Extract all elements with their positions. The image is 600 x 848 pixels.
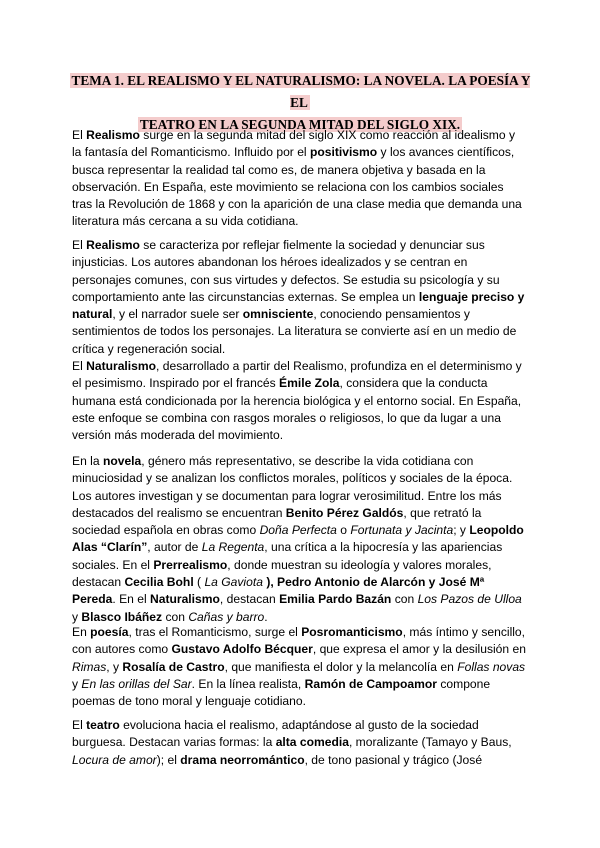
text-line (72, 323, 532, 340)
bold-term: Realismo (86, 238, 140, 252)
text-run: y los avances científicos, (377, 145, 515, 160)
bold-term: Benito Pérez Galdós (285, 505, 404, 520)
text-line (72, 641, 532, 658)
bold-term: Ramón de Campoamor (304, 676, 437, 691)
text-line (72, 539, 532, 556)
text-line (72, 693, 532, 710)
text-run: compone (437, 676, 491, 691)
text-run: En la (72, 454, 103, 468)
text-line (72, 375, 532, 392)
bold-term: novela (102, 454, 142, 468)
text-run: El (72, 238, 87, 252)
text-run: literatura más cercana a su vida cotidiana. (72, 214, 299, 229)
text-run: . En la línea realista, (191, 676, 305, 691)
text-run: , moralizante (Tamayo y Baus, (348, 735, 512, 750)
paragraph-novela (72, 453, 532, 626)
text-run: ); el (156, 752, 181, 767)
text-line (72, 179, 532, 196)
bold-term: natural (72, 307, 113, 322)
italic-title: Follas novas (457, 659, 526, 674)
text-run: burguesa. Destacan varias formas: la (72, 735, 276, 750)
text-run: , que expresa el amor y la desilusión en (312, 642, 526, 657)
text-line (72, 488, 532, 505)
bold-term: Blasco Ibáñez (81, 609, 163, 624)
text-run: , que retrató la (403, 505, 482, 520)
text-line (72, 289, 532, 306)
text-run: busca representar la realidad tal como es, de manera objetiva y basada en la (72, 162, 486, 177)
text-run: y (72, 676, 82, 691)
bold-term: Alas “Clarín” (72, 540, 148, 555)
text-run: ( (193, 575, 205, 590)
text-line (72, 306, 532, 323)
text-line (72, 341, 532, 358)
italic-title: Locura de amor (72, 752, 157, 767)
bold-term: Émile Zola (279, 376, 340, 391)
text-line (72, 144, 532, 161)
italic-title: En las orillas del Sar (81, 676, 192, 691)
text-line (72, 213, 532, 230)
text-run: , desarrollado a partir del Realismo, profundiza en el determinismo y (156, 359, 522, 373)
text-line (72, 196, 532, 213)
bold-term: Leopoldo (469, 523, 524, 538)
text-run: con (391, 592, 418, 607)
paragraph-naturalismo (72, 358, 532, 444)
bold-term: drama neorromántico (180, 752, 305, 767)
italic-title: Doña Perfecta (259, 523, 337, 538)
text-run: evoluciona hacia el realismo, adaptándose al gusto de la sociedad (119, 718, 479, 732)
italic-title: La Regenta (201, 540, 265, 555)
text-run: sociedad española en obras como (72, 523, 260, 538)
text-run: surge en la segunda mitad del siglo XIX como reacción al idealismo y (139, 128, 516, 142)
text-run: , más íntimo y sencillo, (402, 625, 526, 639)
text-run: , autor de (147, 540, 202, 555)
text-run: poemas de tono moral y lenguaje cotidiano. (72, 694, 306, 709)
bold-term: Realismo (86, 128, 140, 142)
text-run: y (72, 609, 82, 624)
text-run: El (72, 128, 87, 142)
text-line (72, 734, 532, 751)
text-line (72, 237, 532, 254)
text-run: o (336, 523, 351, 538)
paragraph-poesia (72, 624, 532, 710)
paragraph-realismo-origen (72, 127, 532, 231)
text-run: crítica y regeneración social. (72, 341, 226, 356)
text-run: sociales. En el (72, 557, 154, 572)
text-run: sentimientos de todos los personajes. La literatura se convierte así en un medio de (72, 324, 517, 339)
text-line (72, 358, 532, 375)
text-line (72, 393, 532, 410)
text-line (72, 591, 532, 608)
text-run: con autores como (72, 642, 172, 657)
text-line (72, 470, 532, 487)
text-run: se caracteriza por reflejar fielmente la sociedad y denunciar sus (139, 238, 485, 252)
text-run: la fantasía del Romanticismo. Influido por el (72, 145, 310, 160)
text-run: . (264, 609, 268, 624)
text-run: , y el narrador suele ser (112, 307, 243, 322)
text-run: , destacan (219, 592, 280, 607)
text-run: ; y (453, 523, 470, 538)
text-run: , conociendo pensamientos y (313, 307, 470, 322)
paragraph-teatro (72, 717, 532, 769)
text-line (72, 127, 532, 144)
text-line (72, 752, 532, 769)
bold-term: ), Pedro Antonio de Alarcón y José Mª (266, 575, 485, 590)
bold-term: Prerrealismo (153, 557, 228, 572)
title-line-2: TEATRO EN LA SEGUNDA MITAD DEL SIGLO XIX. (139, 117, 461, 132)
bold-term: positivismo (309, 145, 378, 160)
text-run: personajes comunes, con sus virtudes y defectos. Se estudia su psicología y su (72, 272, 500, 287)
bold-term: alta comedia (275, 735, 349, 750)
text-run: En (72, 625, 91, 639)
text-run: El (72, 718, 87, 732)
text-run: , una crítica a la hipocresía y las apariencias (264, 540, 503, 555)
bold-term: omnisciente (242, 307, 314, 322)
text-run: destacados del realismo se encuentran (72, 505, 286, 520)
text-line (72, 453, 532, 470)
text-line (72, 505, 532, 522)
bold-term: Gustavo Adolfo Bécquer (171, 642, 313, 657)
bold-term: Naturalismo (86, 359, 157, 373)
text-run: destacan (72, 575, 125, 590)
text-run: comportamiento ante las circunstancias externas. Se emplea un (72, 289, 419, 304)
text-line (72, 624, 532, 641)
text-line (72, 717, 532, 734)
text-line (72, 254, 532, 271)
italic-title: Rimas (72, 659, 107, 674)
bold-term: lenguaje preciso y (418, 289, 525, 304)
text-line (72, 522, 532, 539)
text-run: , de tono pasional y trágico (José (304, 752, 483, 767)
text-line (72, 410, 532, 427)
text-run: El (72, 359, 87, 373)
text-line (72, 272, 532, 289)
bold-term: Rosalía de Castro (122, 659, 225, 674)
text-run: , y (106, 659, 123, 674)
text-line (72, 676, 532, 693)
bold-term: Posromanticismo (301, 625, 403, 639)
text-run: minuciosidad y se analizan los conflictos morales, políticos y sociales de la época. (72, 471, 513, 486)
text-line (72, 659, 532, 676)
text-run: humana está condicionada por la herencia biológica y el entorno social. En España, (72, 393, 522, 408)
text-run: este enfoque se combina con rasgos morales o religiosos, lo que da lugar a una (72, 410, 501, 425)
paragraph-realismo-caracteristicas (72, 237, 532, 358)
text-line (72, 574, 532, 591)
text-line (72, 557, 532, 574)
text-run: . En el (112, 592, 150, 607)
text-run: injusticias. Los autores abandonan los héroes idealizados y se centran en (72, 255, 468, 270)
italic-title: Cañas y barro (188, 609, 265, 624)
bold-term: Pereda (72, 592, 113, 607)
bold-term: Emilia Pardo Bazán (279, 592, 392, 607)
bold-term: poesía (90, 625, 129, 639)
bold-term: teatro (86, 718, 120, 732)
italic-title: Los Pazos de Ulloa (417, 592, 522, 607)
text-run: , que manifiesta el dolor y la melancolía en (224, 659, 458, 674)
text-run: el pesimismo. Inspirado por el francés (72, 376, 280, 391)
bold-term: Cecilia Bohl (124, 575, 194, 590)
text-run: , tras el Romanticismo, surge el (128, 625, 302, 639)
text-run: versión más moderada del movimiento. (72, 428, 284, 443)
text-run: , donde muestran su ideología y valores morales, (227, 557, 492, 572)
bold-term: Naturalismo (150, 592, 220, 607)
text-run: , género más representativo, se describe la vida cotidiana con (141, 454, 474, 468)
text-run: tras la Revolución de 1868 y con la aparición de una clase media que demanda una (72, 197, 522, 212)
title-line-1: TEMA 1. EL REALISMO Y EL NATURALISMO: LA NOVELA. LA POESÍA Y EL (71, 73, 531, 110)
italic-title: La Gaviota (204, 575, 263, 590)
italic-title: Fortunata y Jacinta (350, 523, 454, 538)
text-line (72, 427, 532, 444)
text-run: observación. En España, este movimiento se relaciona con los cambios sociales (72, 179, 504, 194)
text-run: con (162, 609, 189, 624)
text-run: Los autores investigan y se documentan para lograr verosimilitud. Entre los más (72, 488, 502, 503)
text-line (72, 162, 532, 179)
text-run: , considera que la conducta (339, 376, 488, 391)
